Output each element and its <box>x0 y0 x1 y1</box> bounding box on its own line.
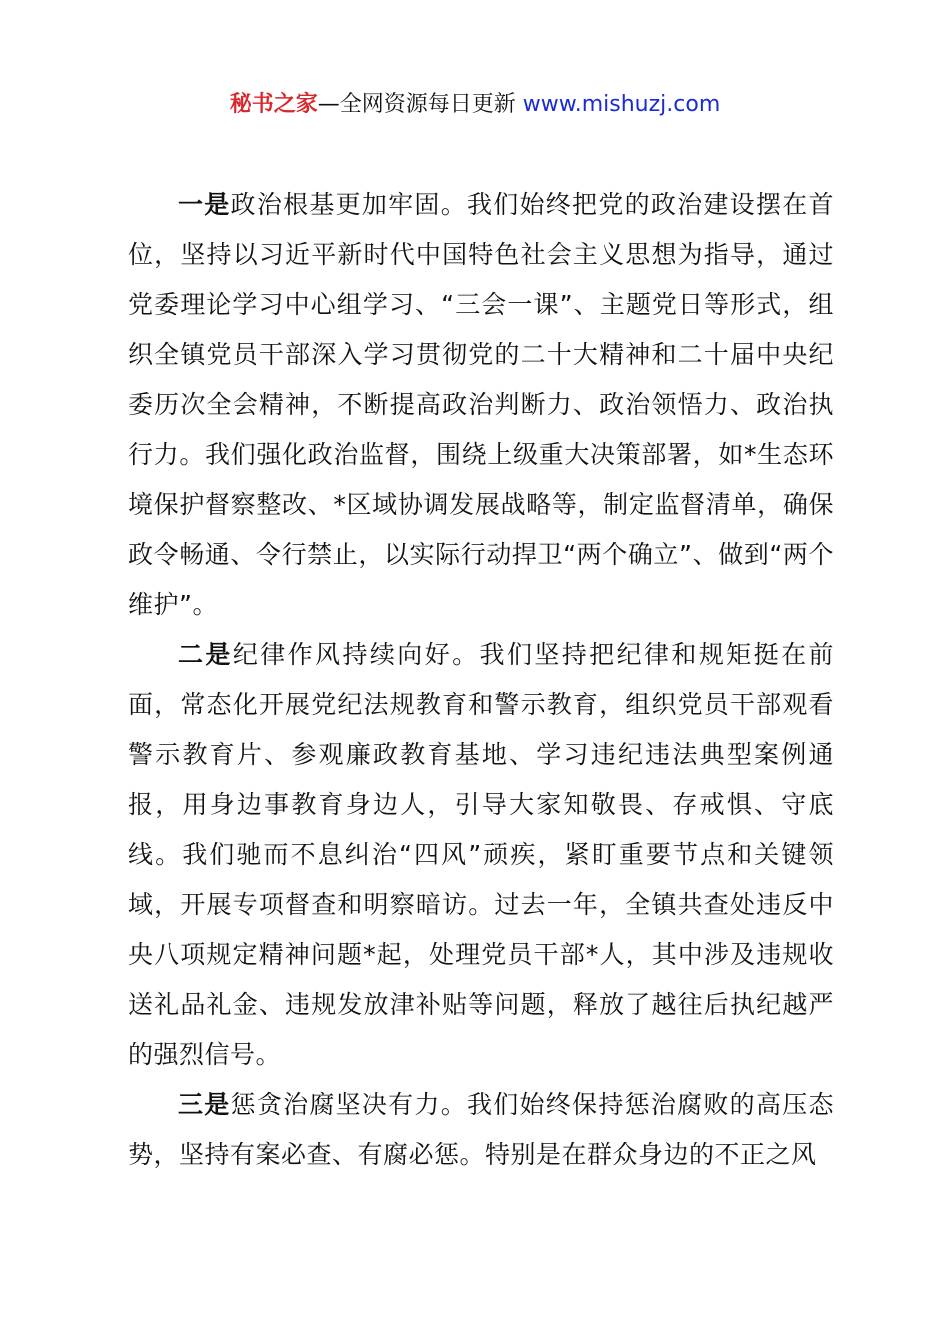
document-header <box>0 88 950 122</box>
paragraph-2 <box>128 630 834 1080</box>
paragraph-text: 政治根基更加牢固。我们始终把党的政治建设摆在首位，坚持以习近平新时代中国特色社会主义思想为指导，通过党委理论学习中心组学习、“三会一课”、主题党日等形式，组织全镇党员干部深入学习贯彻党的二十大精神和二十届中央纪委历次全会精神，不断提高政治判断力、政治领悟力、政治执行力。我们强化政治监督，围绕上级重大决策部署，如*生态环境保护督察整改、*区域协调发展战略等，制定监督清单，确保政令畅通、令行禁止，以实际行动捍卫“两个确立”、做到“两个维护”。 <box>128 190 834 619</box>
paragraph-text: 纪律作风持续向好。我们坚持把纪律和规矩挺在前面，常态化开展党纪法规教育和警示教育，组织党员干部观看警示教育片、参观廉政教育基地、学习违纪违法典型案例通报，用身边事教育身边人，引导大家知敬畏、存戒惧、守底线。我们驰而不息纠治“四风”顽疾，紧盯重要节点和关键领域，开展专项督查和明察暗访。过去一年，全镇共查处违反中央八项规定精神问题*起，处理党员干部*人，其中涉及违规收送礼品礼金、违规发放津补贴等问题，释放了越往后执纪越严的强烈信号。 <box>128 640 834 1069</box>
brand-name: 秘书之家 <box>229 92 318 117</box>
paragraph-text: 惩贪治腐坚决有力。我们始终保持惩治腐败的高压态势，坚持有案必查、有腐必惩。特别是在群众身边的不正之风 <box>128 1090 834 1169</box>
paragraph-lead: 一是 <box>178 190 231 219</box>
paragraph-lead: 二是 <box>178 640 233 669</box>
header-tagline: —全网资源每日更新 <box>317 92 523 117</box>
paragraph-1 <box>128 180 834 630</box>
header-url[interactable]: www.mishuzj.com <box>522 92 721 117</box>
paragraph-3 <box>128 1080 834 1180</box>
document-body <box>128 180 834 1180</box>
paragraph-lead: 三是 <box>178 1090 231 1119</box>
